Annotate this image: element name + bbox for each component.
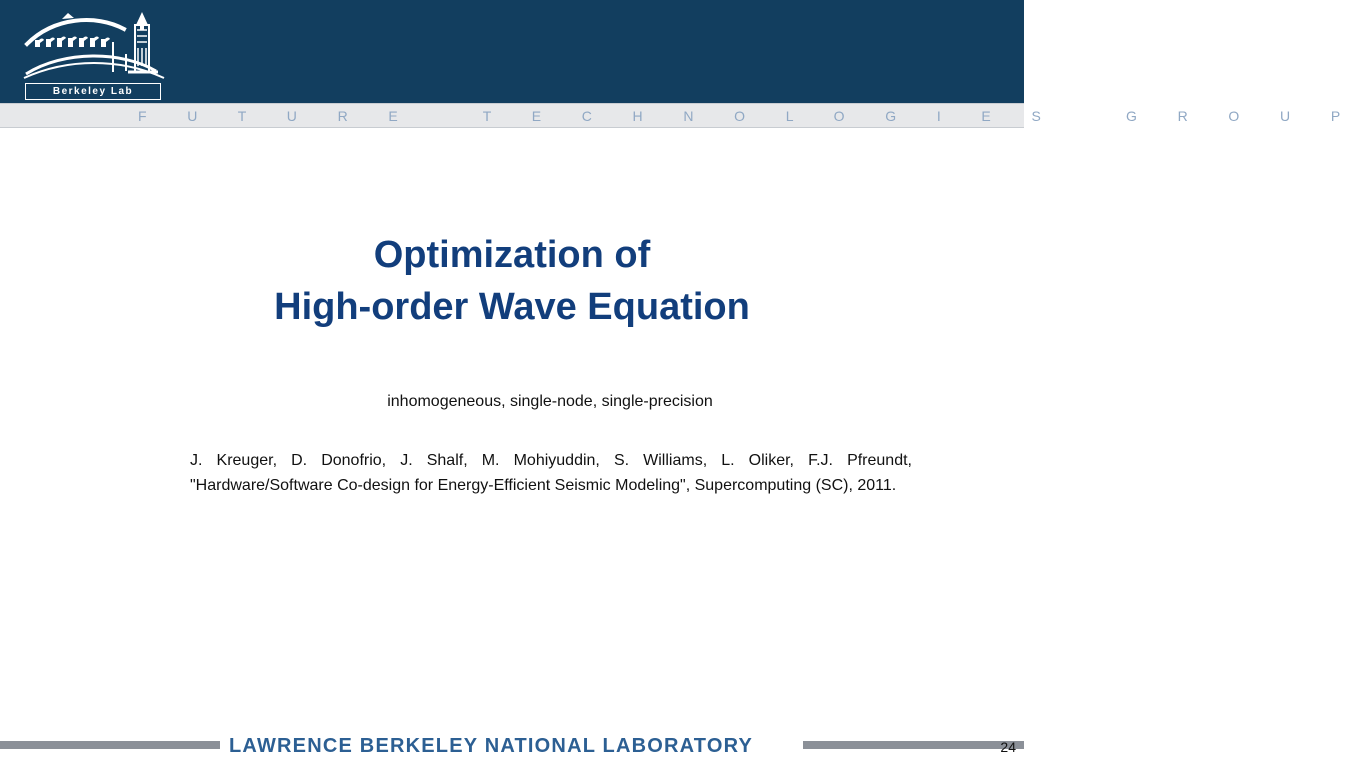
berkeley-lab-logo <box>24 8 174 98</box>
footer-right-rule <box>803 741 1024 749</box>
slide-title-line-1: Optimization of <box>373 234 651 276</box>
page-number: 24 <box>1000 739 1016 755</box>
footer-left-rule <box>0 741 220 749</box>
slide-title-line-2: High-order Wave Equation <box>274 286 750 328</box>
slide-title <box>0 229 1024 333</box>
paper-citation: J. Kreuger, D. Donofrio, J. Shalf, M. Mohiyuddin, S. Williams, L. Oliker, F.J. Pfreundt, "Hardware/Software Co-design for Energy-Efficient Seismic Modeling", Supercomputing (SC), 2011. <box>190 452 912 494</box>
future-technologies-group-tagline: F U T U R E T E C H N O L O G I E S G R O U P <box>0 103 1024 128</box>
laboratory-name: LAWRENCE BERKELEY NATIONAL LABORATORY <box>229 735 754 757</box>
slide-subtitle: inhomogeneous, single-node, single-precision <box>387 393 713 410</box>
berkeley-lab-logo-text: Berkeley Lab <box>25 83 161 100</box>
header-bar <box>0 0 1024 103</box>
